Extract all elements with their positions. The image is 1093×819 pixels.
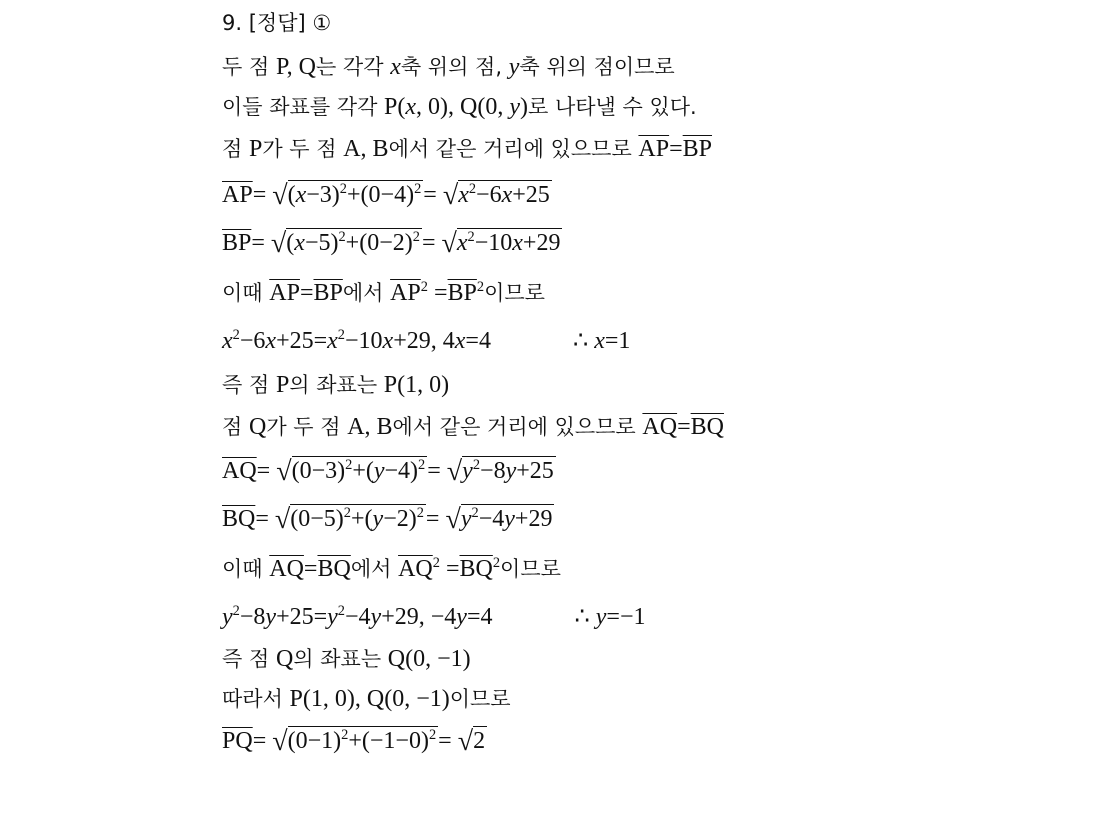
solution-line-3: 이들 좌표를 각각 P(x, 0), Q(0, y)로 나타낼 수 있다. xyxy=(222,94,697,120)
solution-line-10: 점 Q가 두 점 A, B에서 같은 거리에 있으므로 $\overline{AQ}=\overline{BQ}$ xyxy=(222,414,724,440)
solution-line-5: $\overline{AP}= √(x-3)^2+(0-4)^2= √x^2-6x+25$ xyxy=(222,180,550,211)
answer-header: 9. [정답] ① xyxy=(222,11,332,35)
solution-line-14: $y^2-8y+25=y^2-4y+29$, −4y=4 ∴ y=−1 xyxy=(222,603,646,630)
solution-line-2: 두 점 P, Q는 각각 x축 위의 점, y축 위의 점이므로 xyxy=(222,54,675,80)
solution-line-7: 이때 $\overline{AP}=\overline{BP}$에서 $\overline{AP}^2 =\overline{BP}^2$이므로 xyxy=(222,279,545,306)
solution-line-16: 따라서 P(1, 0), Q(0, −1)이므로 xyxy=(222,686,511,712)
solution-line-6: $\overline{BP}= √(x-5)^2+(0-2)^2= √x^2-10x+29$ xyxy=(222,228,561,259)
solution-line-12: $\overline{BQ}= √(0-5)^2+(y-2)^2= √y^2-4y+29$ xyxy=(222,504,553,535)
solution-line-15: 즉 점 Q의 좌표는 Q(0, −1) xyxy=(222,646,471,672)
solution-line-9: 즉 점 P의 좌표는 P(1, 0) xyxy=(222,372,450,398)
solution-line-11: $\overline{AQ}= √(0-3)^2+(y-4)^2= √y^2-8y+25$ xyxy=(222,456,554,487)
solution-line-13: 이때 $\overline{AQ}=\overline{BQ}$에서 $\overline{AQ}^2 =\overline{BQ}^2$이므로 xyxy=(222,555,561,582)
solution-line-8: $x^2-6x+25=x^2-10x+29$, 4x=4 ∴ x=1 xyxy=(222,327,631,354)
solution-line-17: $\overline{PQ}= √(0-1)^2+(-1-0)^2= √2$ xyxy=(222,726,486,757)
solution-line-4: 점 P가 두 점 A, B에서 같은 거리에 있으므로 $\overline{AP}=\overline{BP}$ xyxy=(222,136,713,162)
